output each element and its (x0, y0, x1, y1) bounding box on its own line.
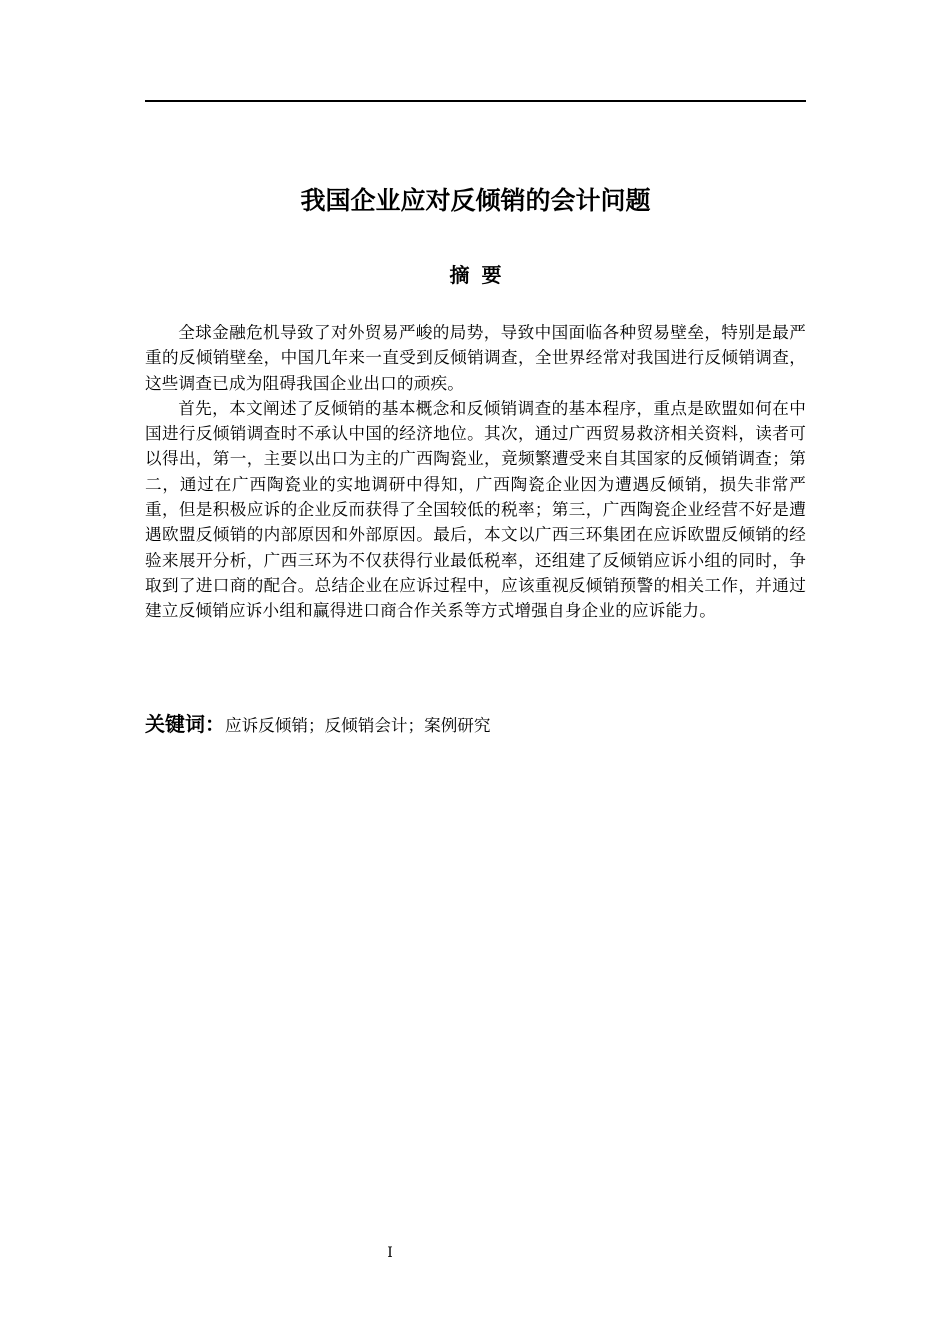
header-rule (145, 100, 806, 102)
abstract-heading: 摘要 (449, 263, 514, 287)
keywords-label: 关键词： (145, 712, 225, 736)
abstract-paragraph-2: 首先，本文阐述了反倾销的基本概念和反倾销调查的基本程序，重点是欧盟如何在中国进行反倾销调查时不承认中国的经济地位。其次，通过广西贸易救济相关资料，读者可以得出，第一，主要以出口为主的广西陶瓷业，竟频繁遭受来自其国家的反倾销调查；第二，通过在广西陶瓷业的实地调研中得知，广西陶瓷企业因为遭遇反倾销，损失非常严重，但是积极应诉的企业反而获得了全国较低的税率；第三，广西陶瓷企业经营不好是遭遇欧盟反倾销的内部原因和外部原因。最后，本文以广西三环集团在应诉欧盟反倾销的经验来展开分析，广西三环为不仅获得行业最低税率，还组建了反倾销应诉小组的同时，争取到了进口商的配合。总结企业在应诉过程中，应该重视反倾销预警的相关工作，并通过建立反倾销应诉小组和赢得进口商合作关系等方式增强自身企业的应诉能力。 (145, 398, 806, 621)
abstract-body (145, 320, 806, 624)
keywords-value: 应诉反倾销；反倾销会计；案例研究 (225, 716, 491, 735)
abstract-paragraph-1: 全球金融危机导致了对外贸易严峻的局势，导致中国面临各种贸易壁垒，特别是最严重的反倾销壁垒，中国几年来一直受到反倾销调查，全世界经常对我国进行反倾销调查，这些调查已成为阻碍我国企业出口的顽疾。 (145, 323, 806, 393)
page-number: I (387, 1245, 393, 1261)
document-title: 我国企业应对反倾销的会计问题 (300, 186, 651, 215)
keywords-line (145, 709, 806, 741)
